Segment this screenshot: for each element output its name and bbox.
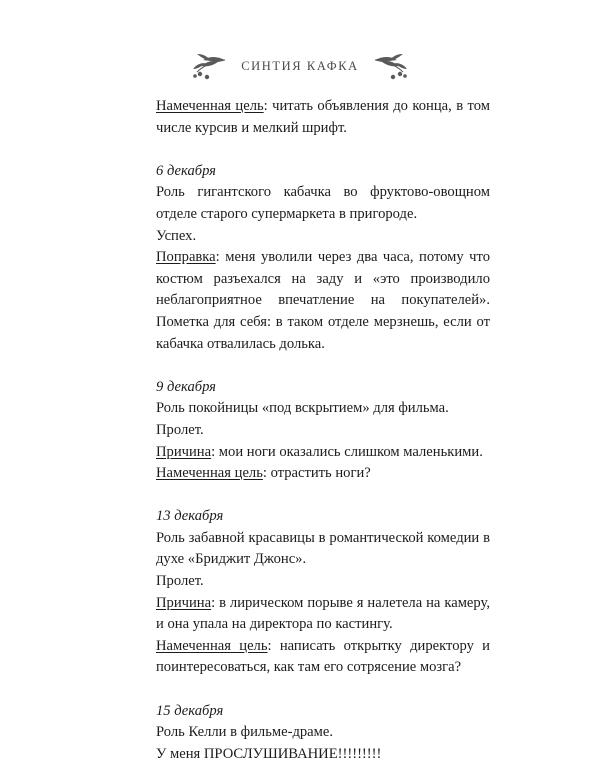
entry-role: Роль забавной красавицы в романтической комедии в духе «Бриджит Джонс». (156, 529, 490, 568)
entry-role: Роль покойницы «под вскрытием» для фильма. (156, 400, 449, 417)
goal-label: Намеченная цель (156, 465, 263, 482)
reason-label: Причина (156, 594, 212, 611)
diary-entry (156, 161, 490, 355)
note-text: : меня уволили через два часа, потому что костюм разъехался на заду и «это производило неблагоприятное впечатление на покупателей». Пометка для себя: в таком отделе мерзнешь, если от кабачка отвалилась долька. (156, 249, 490, 352)
goal-text: : отрастить ноги? (262, 465, 371, 482)
entry-goal (156, 463, 490, 485)
reason-label: Причина (156, 443, 212, 460)
entry-result: Успех. (156, 227, 197, 244)
diary-entry (156, 377, 490, 485)
note-label: Поправка (156, 249, 216, 266)
intro-goal (156, 96, 490, 139)
entry-goal (156, 636, 490, 679)
entry-note (156, 247, 490, 355)
author-name: СИНТИЯ КАФКА (241, 58, 359, 73)
entry-result: Пролет. (156, 573, 204, 590)
left-leaf-ornament-icon (191, 52, 227, 80)
entry-reason (156, 593, 490, 636)
entry-reason (156, 442, 490, 464)
entry-date: 13 декабря (156, 508, 224, 525)
entry-result: У меня ПРОСЛУШИВАНИЕ!!!!!!!!! (156, 745, 382, 762)
reason-text: : в лирическом порыве я налетела на камеру, и она упала на директора по кастингу. (156, 594, 490, 633)
running-header (0, 50, 600, 82)
goal-label: Намеченная цель (156, 98, 264, 114)
entry-role: Роль гигантского кабачка во фруктово-овощном отделе старого супермаркета в пригороде. (156, 184, 490, 222)
entry-date: 9 декабря (156, 378, 216, 395)
reason-text: : мои ноги оказались слишком маленькими. (211, 443, 483, 460)
entry-result: Пролет. (156, 421, 204, 438)
entry-role: Роль Келли в фильме-драме. (156, 724, 333, 741)
right-leaf-ornament-icon (373, 52, 409, 80)
entry-date: 15 декабря (156, 702, 224, 719)
goal-text: : написать открытку директору и поинтересоваться, как там его сотрясение мозга? (156, 637, 490, 676)
body-text (156, 96, 490, 765)
goal-label: Намеченная цель (156, 637, 268, 654)
goal-text: : читать объявления до конца, в том числе курсив и мелкий шрифт. (156, 98, 490, 136)
diary-entry (156, 506, 490, 679)
entry-date: 6 декабря (156, 162, 216, 179)
diary-entry (156, 701, 490, 765)
